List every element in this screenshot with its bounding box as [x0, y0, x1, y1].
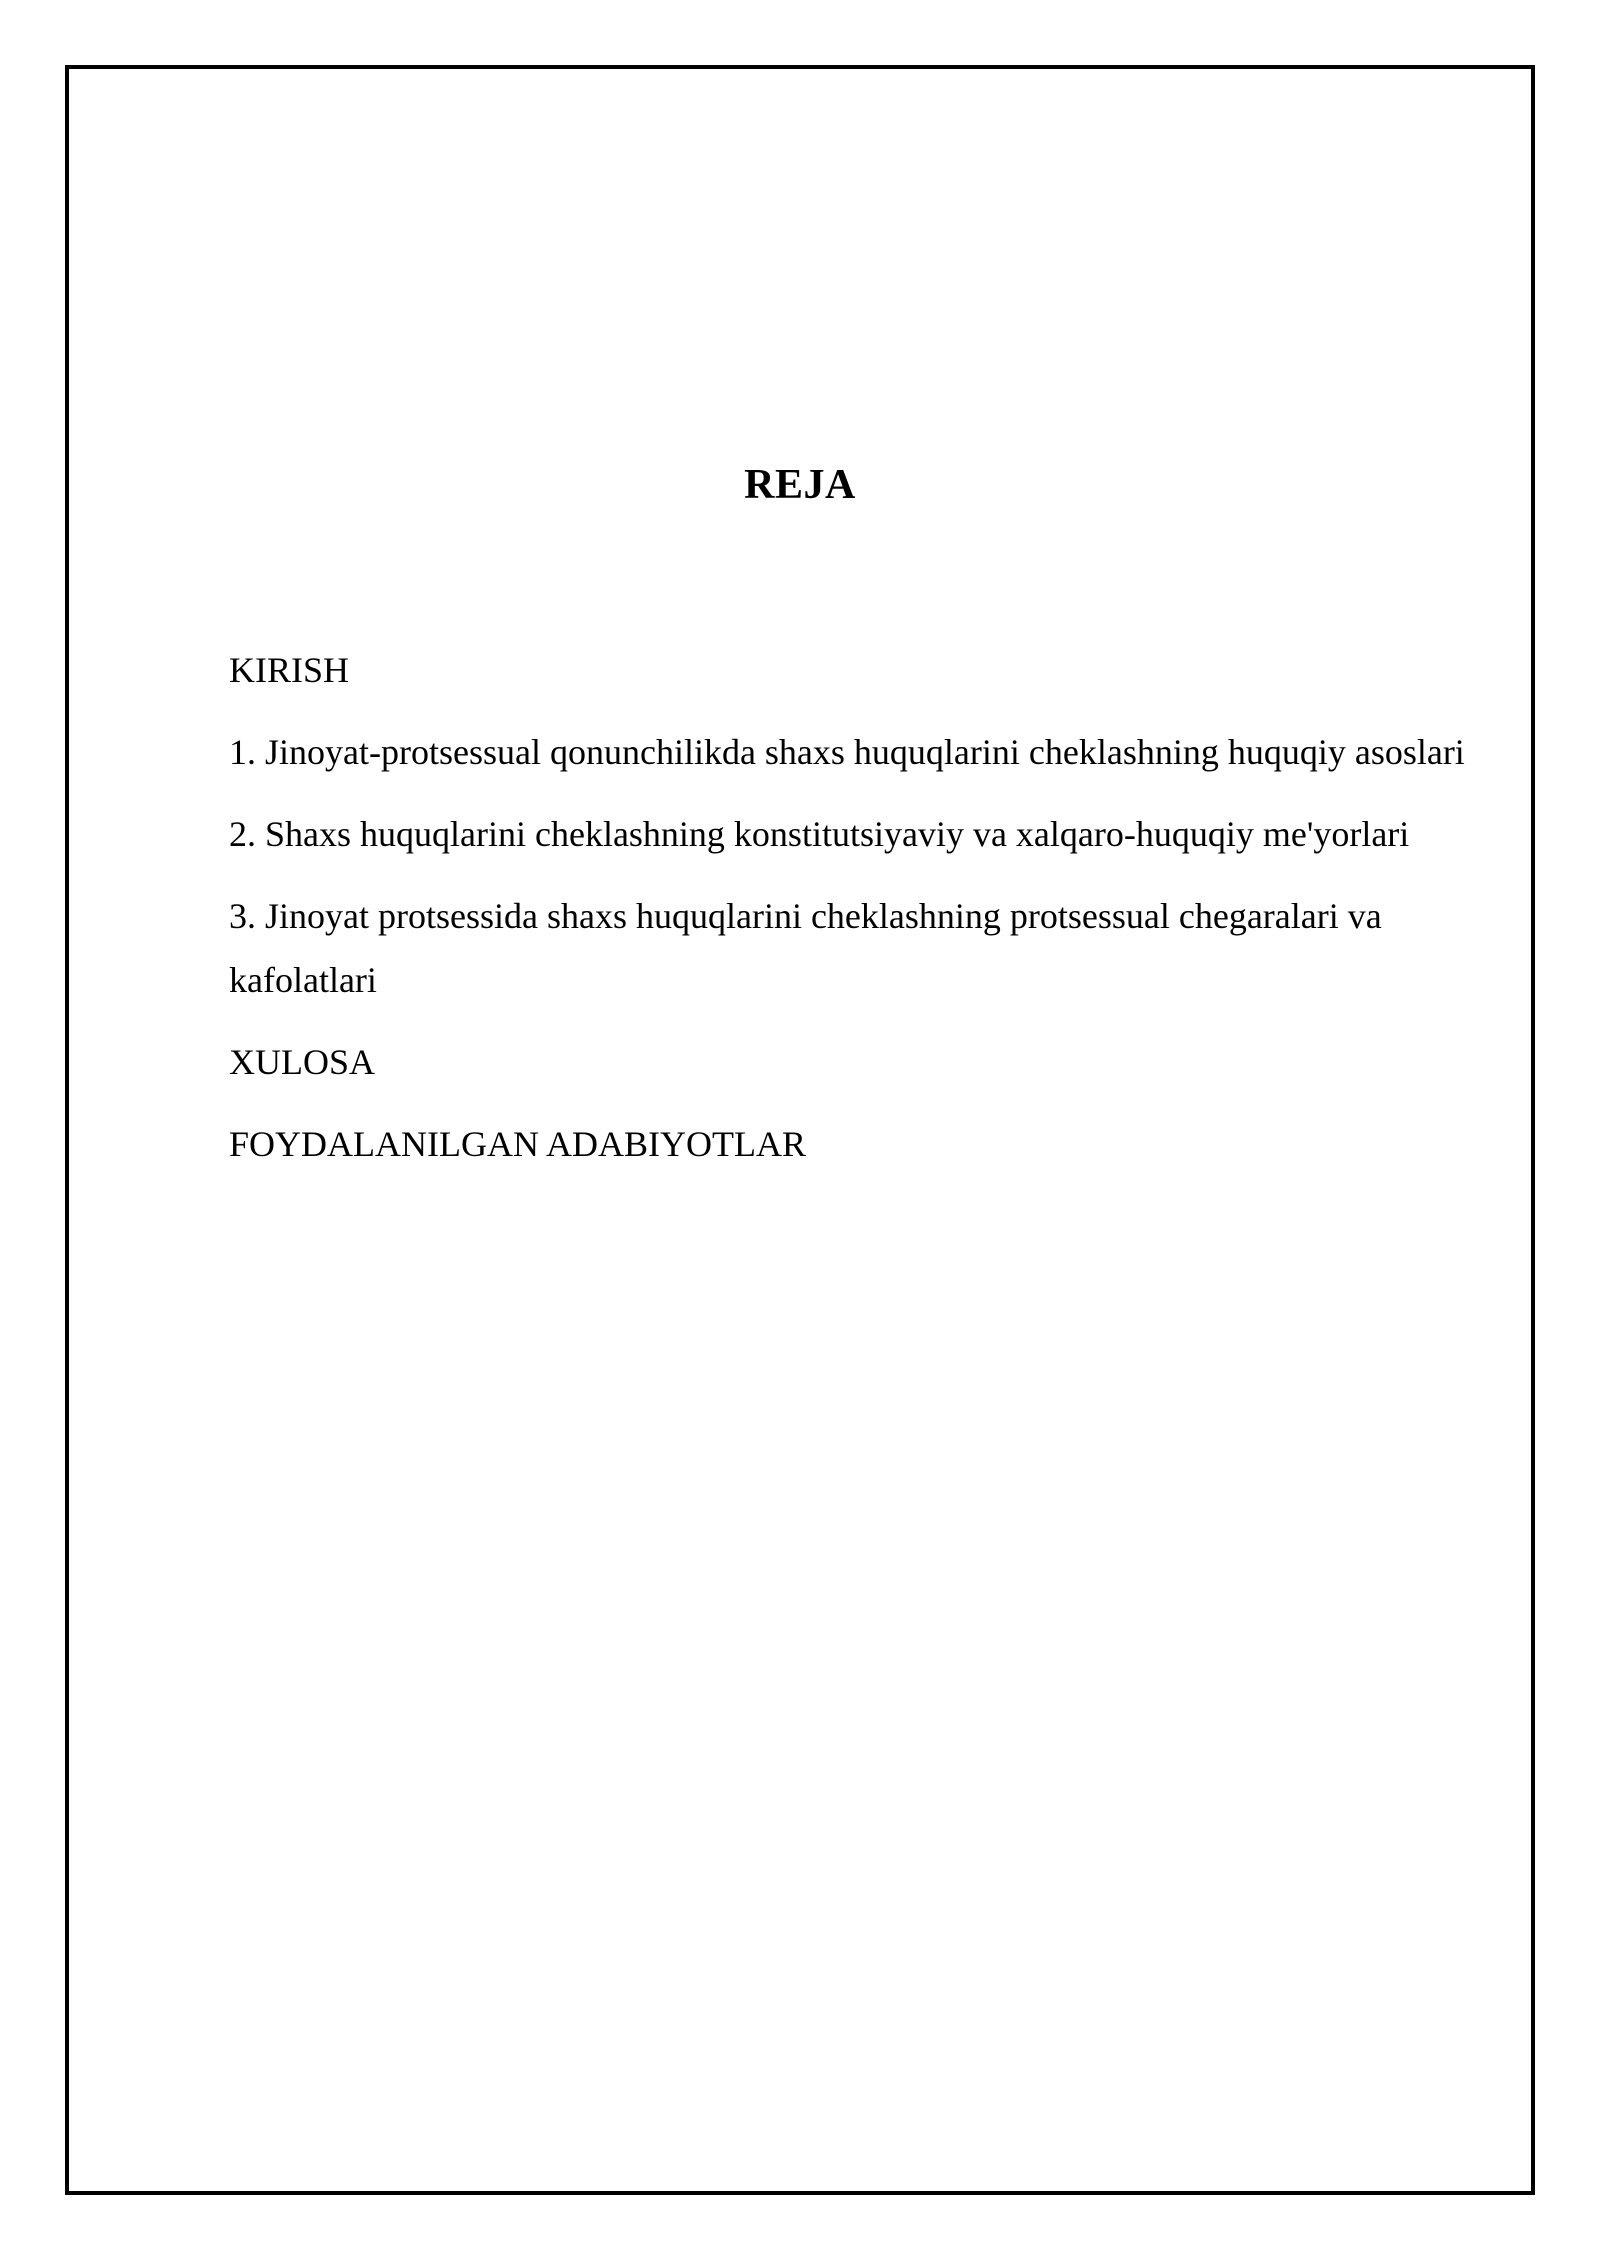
plan-item-chapter-2: 2. Shaxs huquqlarini cheklashning konstitutsiyaviy va xalqaro-huquqiy me'yorlari: [229, 814, 1410, 854]
plan-item-references: FOYDALANILGAN ADABIYOTLAR: [229, 1124, 806, 1164]
plan-item-chapter-1: 1. Jinoyat-protsessual qonunchilikda shaxs huquqlarini cheklashning huquqiy asoslari: [229, 732, 1465, 772]
plan-item-introduction: KIRISH: [229, 650, 350, 690]
page-title: REJA: [744, 462, 856, 508]
plan-item-chapter-3: 3. Jinoyat protsessida shaxs huquqlarini cheklashning protsessual chegaralari va kafolatlari: [229, 896, 1382, 1000]
plan-item-conclusion: XULOSA: [229, 1042, 376, 1082]
plan-list: [229, 638, 1479, 1194]
